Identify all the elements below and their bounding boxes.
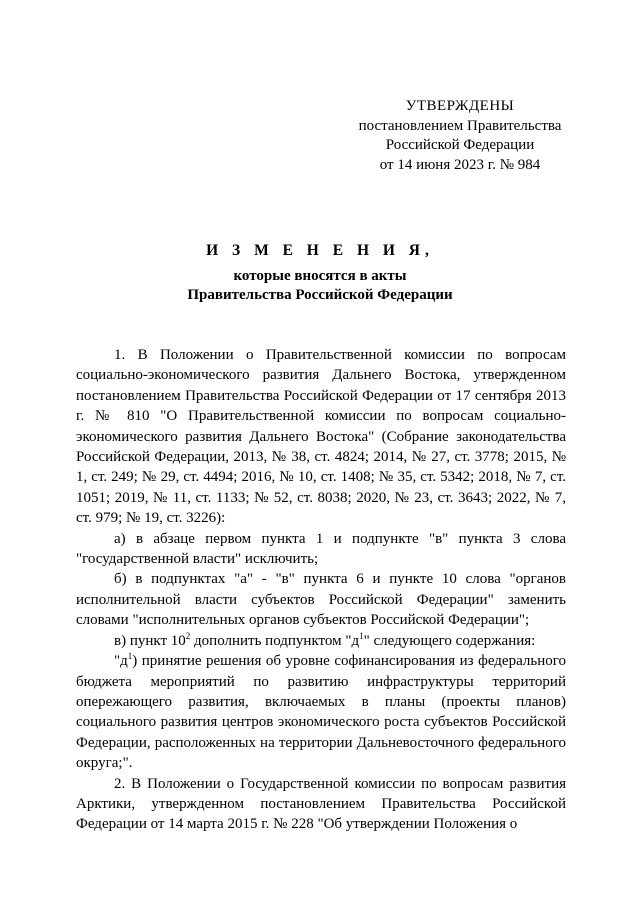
paragraph-1a: а) в абзаце первом пункта 1 и подпункте "в" пункта 3 слова "государственной власти" исключить; [76,530,566,568]
paragraph-1c-prefix: в) пункт 10 [114,632,186,649]
approval-title: УТВЕРЖДЕНЫ [405,98,515,114]
quoted-subitem-prefix: "д [114,653,128,670]
paragraph-1: 1. В Положении о Правительственной комиссии по вопросам социально-экономического развития Дальнего Востока, утвержденном постановлением Правительства Российской Федерации от 17 сентября 2013 г. № 810 "О Правительственной комиссии по вопросам социально-экономического развития Дальнего Востока" (Собрание законодательства Российской Федерации, 2013, № 38, ст. 4824; 2014, № 27, ст. 3778; 2015, № 1, ст. 249; № 29, ст. 4494; 2016, № 10, ст. 1408; № 35, ст. 5342; 2018, № 7, ст. 1051; 2019, № 11, ст. 1133; № 52, ст. 8038; 2020, № 23, ст. 3643; 2022, № 7, ст. 979; № 19, ст. 3226): [76,347,566,527]
paragraph-1c [76,631,566,651]
superscript: 1 [127,651,133,662]
document-title: И З М Е Н Е Н И Я, [206,242,434,259]
paragraph-1b: б) в подпунктах "а" - "в" пункта 6 и пункте 10 слова "органов исполнительной власти субъектов Российской Федерации" заменить словами "исполнительных органов субъектов Российской Федерации"; [76,571,566,629]
paragraph-quoted-subitem [76,651,566,773]
paragraph-2: 2. В Положении о Государственной комиссии по вопросам развития Арктики, утвержденном постановлением Правительства Российской Федерации от 14 марта 2015 г. № 228 "Об утверждении Положения о [76,775,566,833]
superscript: 1 [359,630,364,641]
paragraph-1c-suffix: " следующего содержания: [363,632,536,649]
approval-line-3: от 14 июня 2023 г. № 984 [379,156,541,173]
approval-line-2: Российской Федерации [385,137,535,153]
quoted-subitem-text: ) принятие решения об уровне софинансирования из федерального бюджета мероприятий по развитию инфраструктуры территорий опережающего развития, включаемых в планы (проекты планов) социального развития центров экономического роста субъектов Российской Федерации, расположенных на территории Дальневосточного федерального округа;". [76,653,566,772]
approval-line-1: постановлением Правительства [358,117,562,134]
superscript: 2 [185,630,191,641]
paragraph-1c-middle: дополнить подпунктом "д [190,632,360,649]
document-subtitle-line-2: Правительства Российской Федерации [187,287,453,303]
document-body [76,345,566,835]
document-subtitle-line-1: которые вносятся в акты [233,268,407,284]
approval-stamp [330,97,590,175]
